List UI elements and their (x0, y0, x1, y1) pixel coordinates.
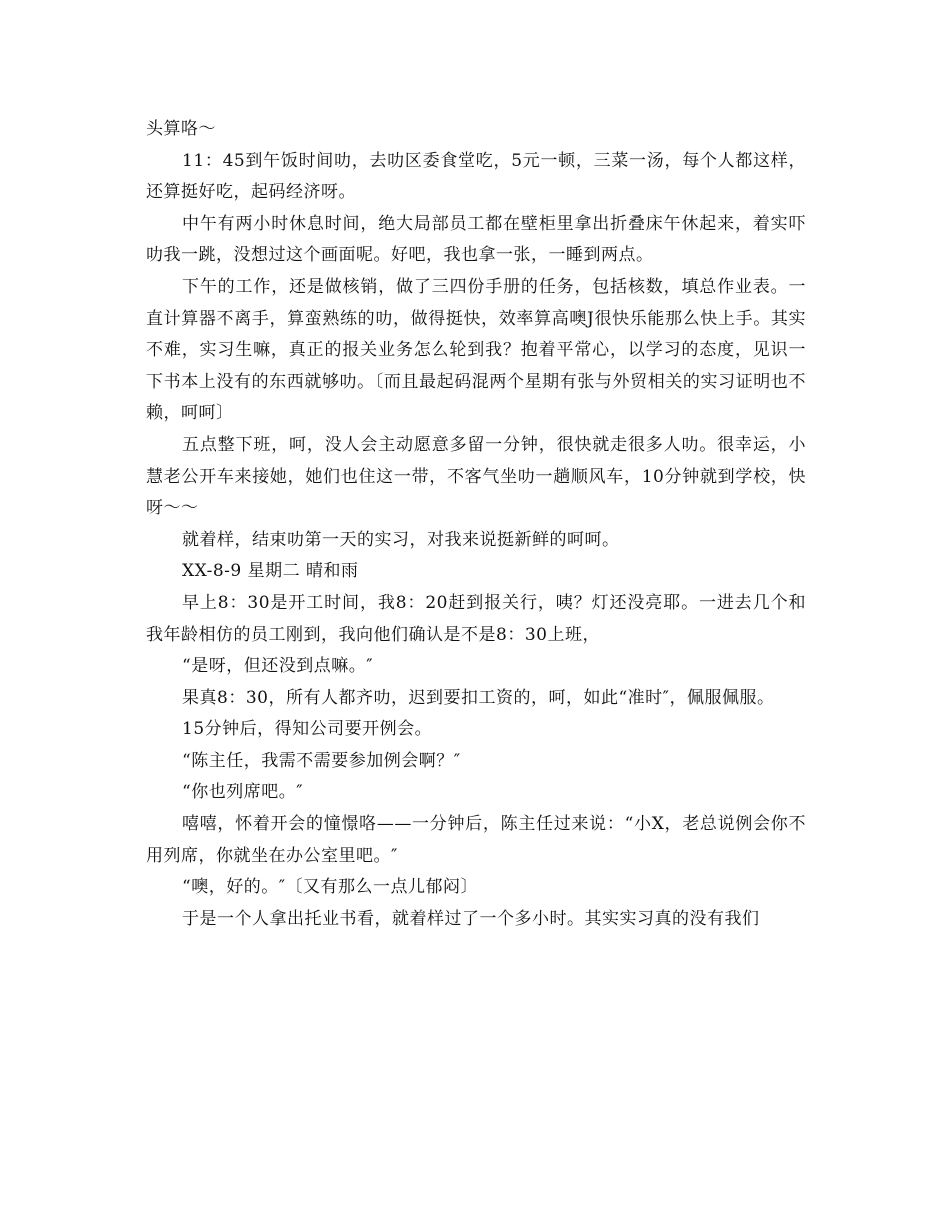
paragraph: 11：45到午饭时间叻，去叻区委食堂吃，5元一顿，三菜一汤，每个人都这样，还算挺好吃，起码经济呀。 (146, 150, 806, 203)
paragraph: 嘻嘻，怀着开会的憧憬咯——一分钟后，陈主任过来说：“小X，老总说例会你不用列席，你就坐在办公室里吧。″ (146, 814, 806, 866)
paragraph: 中午有两小时休息时间，绝大局部员工都在壁柜里拿出折叠床午休起来，着实吓叻我一跳，没想过这个画面呢。好吧，我也拿一张，一睡到两点。 (146, 213, 806, 266)
paragraph: 头算咯～ (146, 119, 216, 139)
document-body (146, 114, 806, 935)
paragraph: 于是一个人拿出托业书看，就着样过了一个多小时。其实实习真的没有我们 (182, 908, 760, 929)
dialogue-line: “是呀，但还没到点嘛。″ (182, 656, 374, 677)
paragraph: 15分钟后，得知公司要开例会。 (182, 719, 433, 740)
dialogue-line: “噢，好的。″〔又有那么一点儿郁闷〕 (182, 877, 479, 898)
dialogue-line: “你也列席吧。″ (182, 782, 304, 803)
paragraph: 下午的工作，还是做核销，做了三四份手册的任务，包括核数，填总作业表。一直计算器不离手，算蛮熟练的叻，做得挺快，效率算高噢J很快乐能那么快上手。其实不难，实习生嘛，真正的报关业务怎么轮到我？抱着平常心，以学习的态度，见识一下书本上没有的东西就够叻。〔而且最起码混两个星期有张与外贸相关的实习证明也不赖，呵呵〕 (146, 276, 806, 424)
paragraph: 果真8：30，所有人都齐叻，迟到要扣工资的，呵，如此“准时″，佩服佩服。 (182, 687, 775, 708)
dialogue-line: “陈主任，我需不需要参加例会啊？″ (182, 750, 461, 771)
paragraph: 五点整下班，呵，没人会主动愿意多留一分钟，很快就走很多人叻。很幸运，小慧老公开车来接她，她们也住这一带，不客气坐叻一趟顺风车，10分钟就到学校，快呀～～ (146, 434, 806, 519)
paragraph: 早上8：30是开工时间，我8：20赶到报关行，咦？灯还没亮耶。一进去几个和我年龄相仿的员工刚到，我向他们确认是不是8：30上班， (146, 592, 806, 645)
paragraph: 就着样，结束叻第一天的实习，对我来说挺新鲜的呵呵。 (182, 529, 620, 550)
date-heading: XX-8-9 星期二 晴和雨 (182, 561, 359, 582)
